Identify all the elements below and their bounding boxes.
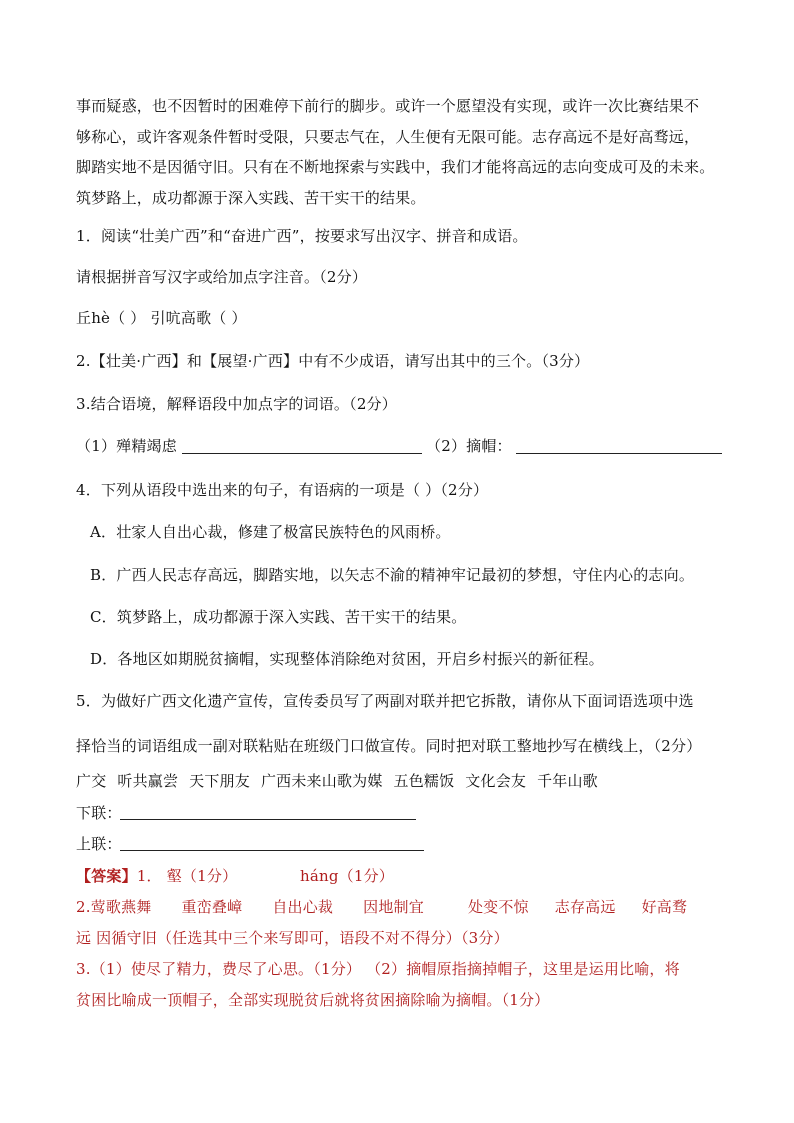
passage-line-4: 筑梦路上，成功都源于深入实践、苦干实干的结果。 xyxy=(76,189,426,207)
answer-2-word: 2.莺歌燕舞 xyxy=(76,898,152,916)
question-3-prompt: 3.结合语境，解释语段中加点字的词语。（2分） xyxy=(76,395,397,413)
word-option: 五色糯饭 xyxy=(393,772,455,790)
word-option: 广西未来山歌为媒 xyxy=(260,772,383,790)
word-option: 文化会友 xyxy=(465,772,527,790)
question-1-items: 丘hè（ ） 引吭高歌（ ） xyxy=(76,309,247,327)
question-1-prompt: 1．阅读“壮美广西”和“奋进广西”，按要求写出汉字、拼音和成语。 xyxy=(76,227,528,245)
question-5-word-options xyxy=(76,771,604,791)
word-option: 天下朋友 xyxy=(189,772,250,790)
question-5-prompt-line-1: 5．为做好广西文化遗产宣传，宣传委员写了两副对联并把它拆散，请你从下面词语选项中选 xyxy=(76,692,694,710)
question-3-answer-blank-2[interactable] xyxy=(516,453,722,454)
answer-line-2 xyxy=(76,897,687,917)
answer-2-word: 因地制宜 xyxy=(363,898,424,916)
word-option: 听共赢尝 xyxy=(117,772,179,790)
answer-2-word: 志存高远 xyxy=(554,898,616,916)
answer-1b: háng（1分） xyxy=(300,867,395,885)
passage-line-1: 事而疑惑，也不因暂时的困难停下前行的脚步。或许一个愿望没有实现，或许一次比赛结果不 xyxy=(76,97,700,115)
word-option: 千年山歌 xyxy=(537,772,598,790)
question-3-answer-blank-1[interactable] xyxy=(182,453,422,454)
question-4-option-a: A．壮家人自出心裁，修建了极富民族特色的风雨桥。 xyxy=(90,523,451,541)
upper-couplet-label: 上联： xyxy=(76,835,122,853)
passage-line-3: 脚踏实地不是因循守旧。只有在不断地探索与实践中，我们才能将高远的志向变成可及的未来。 xyxy=(76,158,715,176)
answer-1a: 1． 壑（1分） xyxy=(136,867,238,885)
answer-tag: 【答案】 xyxy=(76,867,137,885)
question-1-subprompt: 请根据拼音写汉字或给加点字注音。（2分） xyxy=(76,268,368,286)
question-4-prompt: 4．下列从语段中选出来的句子，有语病的一项是（ ）（2分） xyxy=(76,481,489,499)
answer-line-3: 远 因循守旧（任选其中三个来写即可，语段不对不得分）（3分） xyxy=(76,929,509,947)
answer-2-word: 好高骛 xyxy=(641,898,688,916)
question-5-prompt-line-2: 择恰当的词语组成一副对联粘贴在班级门口做宣传。同时把对联工整地抄写在横线上，（2分） xyxy=(76,737,702,755)
question-4-option-d: D．各地区如期脱贫摘帽，实现整体消除绝对贫困，开启乡村振兴的新征程。 xyxy=(90,650,604,668)
answer-line-1 xyxy=(76,866,237,886)
answer-line-4: 3.（1）使尽了精力，费尽了心思。（1分） （2）摘帽原指摘掉帽子，这里是运用比喻，将 xyxy=(76,960,680,978)
word-option: 广交 xyxy=(76,772,107,790)
question-3-item-2: （2）摘帽： xyxy=(426,437,512,455)
answer-2-word: 自出心裁 xyxy=(272,898,334,916)
passage-line-2: 够称心，或许客观条件暂时受限，只要志气在，人生便有无限可能。志存高远不是好高骛远， xyxy=(76,128,700,146)
question-2-prompt: 2.【壮美·广西】和【展望·广西】中有不少成语，请写出其中的三个。（3分） xyxy=(76,352,590,370)
lower-couplet-label: 下联： xyxy=(76,804,122,822)
question-3-item-1: （1）殚精竭虑 xyxy=(76,437,177,455)
upper-couplet-blank[interactable] xyxy=(120,850,424,851)
answer-2-word: 重峦叠嶂 xyxy=(181,898,243,916)
question-4-option-c: C．筑梦路上，成功都源于深入实践、苦干实干的结果。 xyxy=(90,608,467,626)
question-4-option-b: B．广西人民志存高远，脚踏实地，以矢志不渝的精神牢记最初的梦想，守住内心的志向。 xyxy=(90,566,695,584)
lower-couplet-blank[interactable] xyxy=(120,819,416,820)
answer-2-word: 处变不惊 xyxy=(467,898,529,916)
answer-line-5: 贫困比喻成一顶帽子，全部实现脱贫后就将贫困摘除喻为摘帽。（1分） xyxy=(76,991,550,1009)
